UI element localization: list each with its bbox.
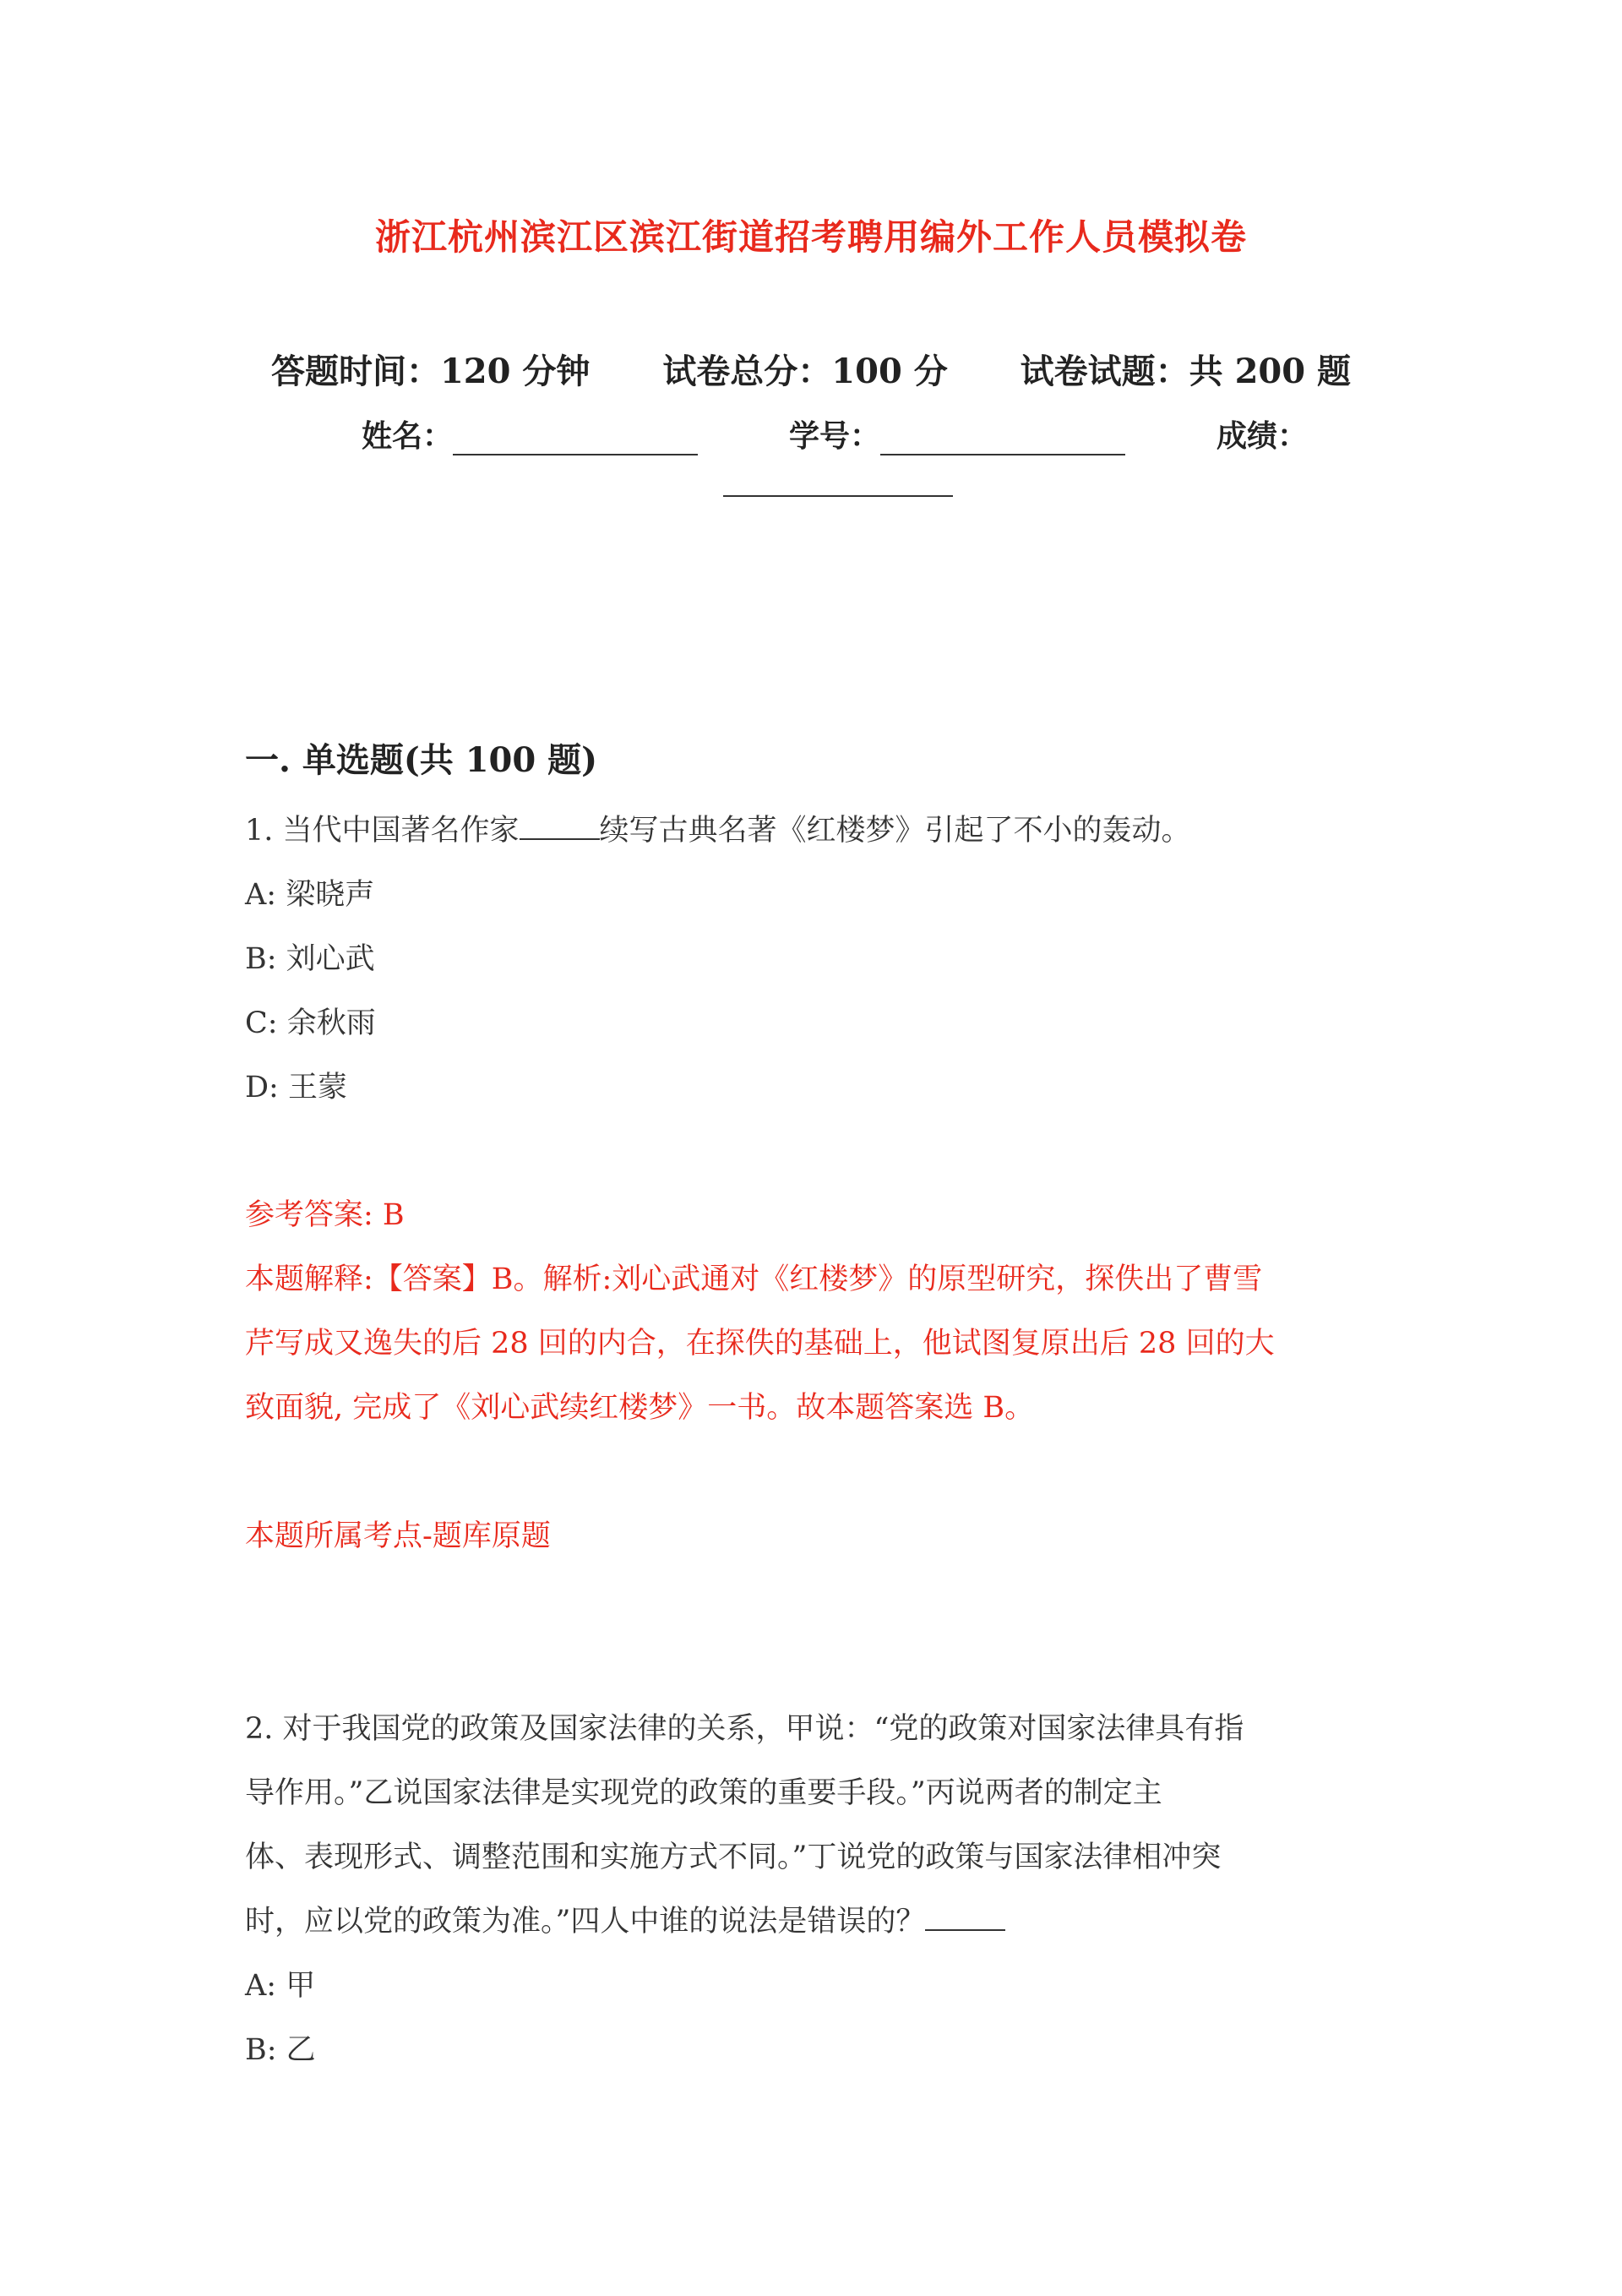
q1-stem (245, 807, 1191, 849)
q1-answer: 参考答案: B (245, 1198, 405, 1232)
q1-stem-after: 续写古典名著《红楼梦》引起了不小的轰动。 (599, 814, 1191, 848)
q1-option-a[interactable]: A: 梁晓声 (245, 878, 375, 912)
id-label: 学号： (789, 418, 881, 454)
q2-stem-line-4 (245, 1898, 1005, 1940)
exam-meta (0, 345, 1622, 393)
id-blank[interactable] (880, 425, 1125, 455)
score-blank[interactable] (723, 466, 953, 497)
exam-time: 答题时间：120 分钟 (270, 352, 591, 391)
q2-option-b[interactable]: B: 乙 (245, 2033, 316, 2067)
q2-option-a[interactable]: A: 甲 (245, 1969, 316, 2003)
section-title: 一. 单选题(共 100 题) (245, 740, 598, 780)
exam-total-score: 试卷总分：100 分 (662, 352, 948, 391)
q1-point: 本题所属考点-题库原题 (245, 1519, 551, 1553)
name-label: 姓名： (362, 418, 454, 454)
score-field (1216, 412, 1308, 455)
q2-blank (925, 1904, 1005, 1931)
score-label: 成绩： (1216, 418, 1309, 454)
q2-stem-line-2: 导作用。”乙说国家法律是实现党的政策的重要手段。”丙说两者的制定主 (245, 1776, 1162, 1810)
name-blank[interactable] (453, 425, 698, 455)
q1-explain-line-3: 致面貌, 完成了《刘心武续红楼梦》一书。故本题答案选 B。 (245, 1391, 1035, 1425)
score-blank-row (723, 461, 953, 497)
exam-title: 浙江杭州滨江区滨江街道招考聘用编外工作人员模拟卷 (374, 216, 1247, 258)
q1-option-c[interactable]: C: 余秋雨 (245, 1006, 376, 1040)
name-field (362, 412, 698, 455)
q1-option-b[interactable]: B: 刘心武 (245, 942, 375, 976)
exam-question-count: 试卷试题：共 200 题 (1020, 352, 1352, 391)
q1-stem-before: 1. 当代中国著名作家 (245, 814, 520, 848)
q1-blank (520, 813, 600, 840)
q1-explain-line-1: 本题解释:【答案】B。解析:刘心武通对《红楼梦》的原型研究，探佚出了曹雪 (245, 1263, 1263, 1296)
q2-stem-last: 时，应以党的政策为准。”四人中谁的说法是错误的？ (245, 1905, 926, 1939)
q2-stem-line-1: 2. 对于我国党的政策及国家法律的关系，甲说：“党的政策对国家法律具有指 (245, 1712, 1244, 1746)
q1-option-d[interactable]: D: 王蒙 (245, 1071, 347, 1104)
q2-stem-line-3: 体、表现形式、调整范围和实施方式不同。”丁说党的政策与国家法律相冲突 (245, 1841, 1222, 1874)
id-field (789, 412, 1125, 455)
q1-explain-line-2: 芹写成又逸失的后 28 回的内合，在探佚的基础上，他试图复原出后 28 回的大 (245, 1327, 1275, 1361)
